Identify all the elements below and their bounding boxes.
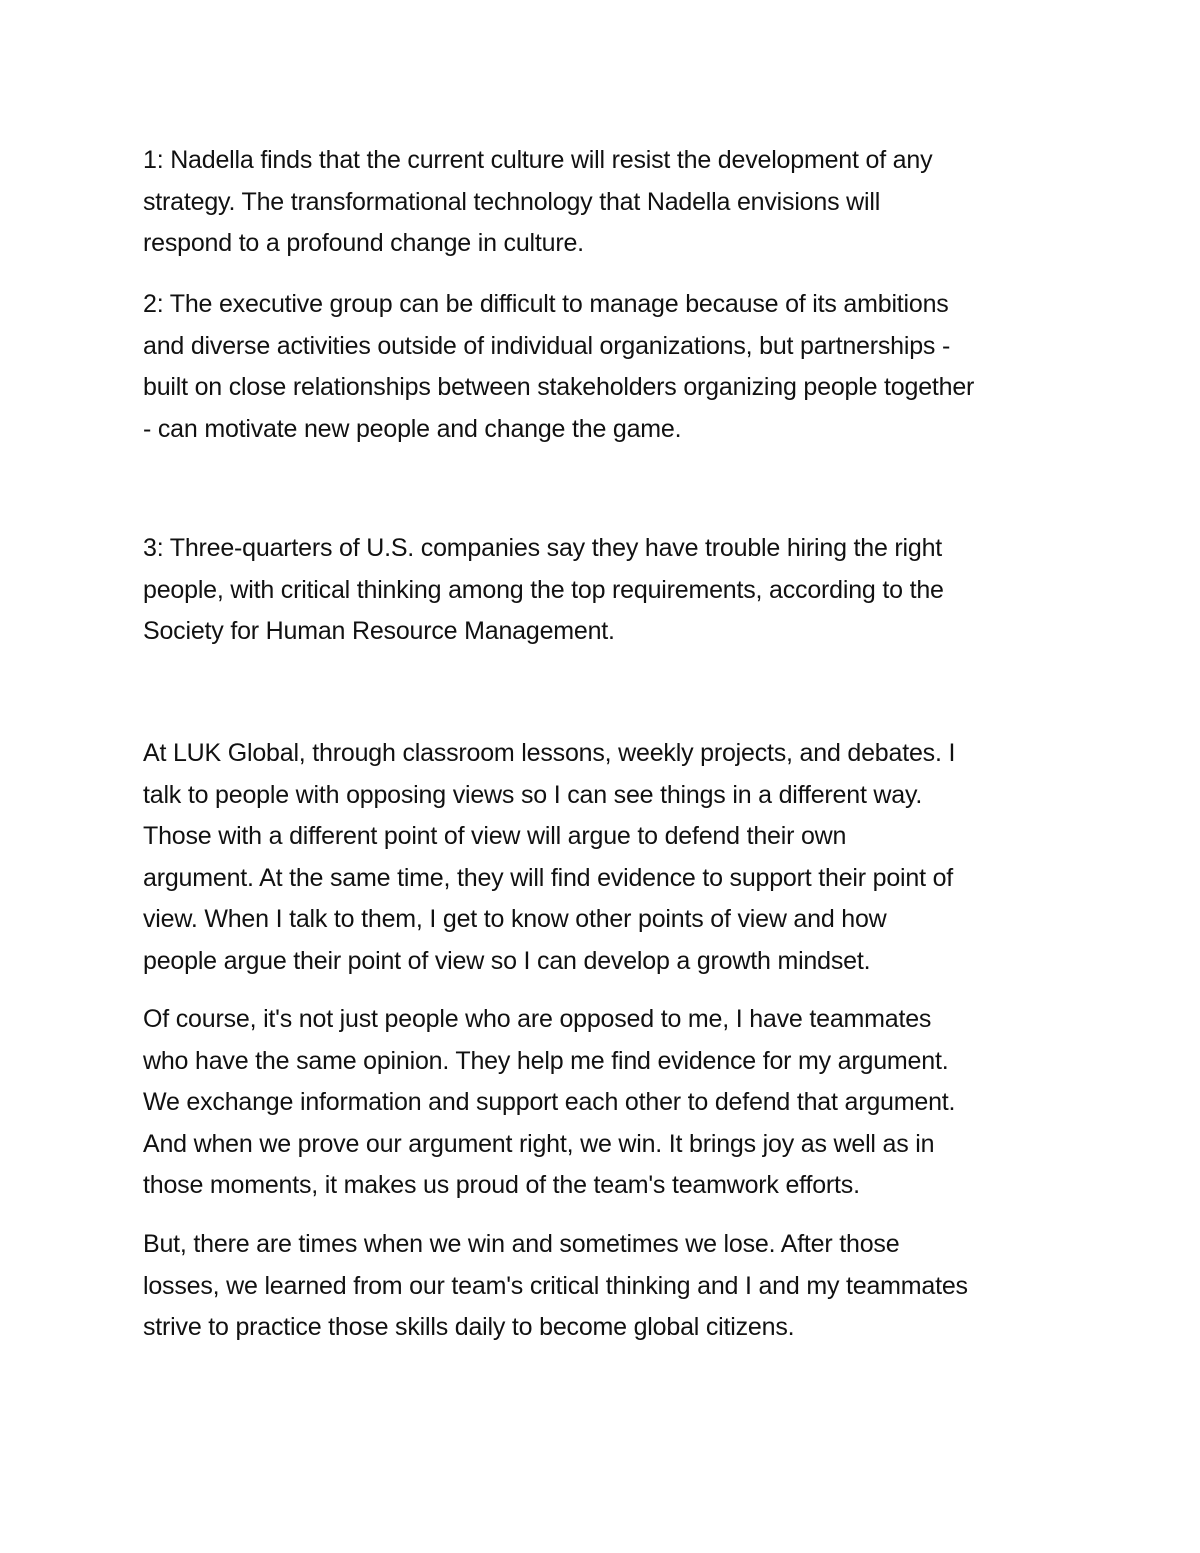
paragraph-wins-and-losses (143, 1224, 1068, 1349)
text-line: strive to practice those skills daily to become global citizens. (143, 1313, 795, 1341)
text-line: respond to a profound change in culture. (143, 229, 584, 257)
text-line: view. When I talk to them, I get to know other points of view and how (143, 905, 887, 933)
text-line: built on close relationships between stakeholders organizing people together (143, 373, 975, 401)
text-line: 3: Three-quarters of U.S. companies say they have trouble hiring the right (143, 534, 943, 562)
text-line: people, with critical thinking among the top requirements, according to the (143, 575, 944, 604)
text-line: But, there are times when we win and sometimes we lose. After those (143, 1230, 900, 1258)
paragraph-point-3 (143, 528, 1068, 653)
paragraph-teammates (143, 999, 1068, 1207)
text-line: 1: Nadella finds that the current culture will resist the development of any (143, 146, 933, 174)
text-line: losses, we learned from our team's critical thinking and I and my teammates (143, 1271, 968, 1300)
text-line: 2: The executive group can be difficult to manage because of its ambitions (143, 290, 949, 318)
text-line: Society for Human Resource Management. (143, 617, 615, 645)
text-line: - can motivate new people and change the game. (143, 414, 682, 443)
text-line: argument. At the same time, they will find evidence to support their point of (143, 863, 954, 892)
text-line: Of course, it's not just people who are opposed to me, I have teammates (143, 1005, 932, 1033)
text-line: And when we prove our argument right, we win. It brings joy as well as in (143, 1129, 935, 1158)
text-line: who have the same opinion. They help me find evidence for my argument. (143, 1046, 949, 1075)
text-line: people argue their point of view so I can develop a growth mindset. (143, 946, 871, 975)
text-line: Those with a different point of view will argue to defend their own (143, 822, 847, 850)
text-line: At LUK Global, through classroom lessons, weekly projects, and debates. I (143, 739, 956, 767)
paragraph-point-1 (143, 140, 1068, 265)
text-line: We exchange information and support each other to defend that argument. (143, 1088, 956, 1116)
paragraph-point-2 (143, 284, 1068, 450)
paragraph-luk-global (143, 733, 1068, 982)
text-line: talk to people with opposing views so I can see things in a different way. (143, 780, 923, 809)
text-line: those moments, it makes us proud of the team's teamwork efforts. (143, 1171, 860, 1199)
text-line: and diverse activities outside of individual organizations, but partnerships - (143, 331, 951, 360)
text-line: strategy. The transformational technology that Nadella envisions will (143, 187, 881, 216)
